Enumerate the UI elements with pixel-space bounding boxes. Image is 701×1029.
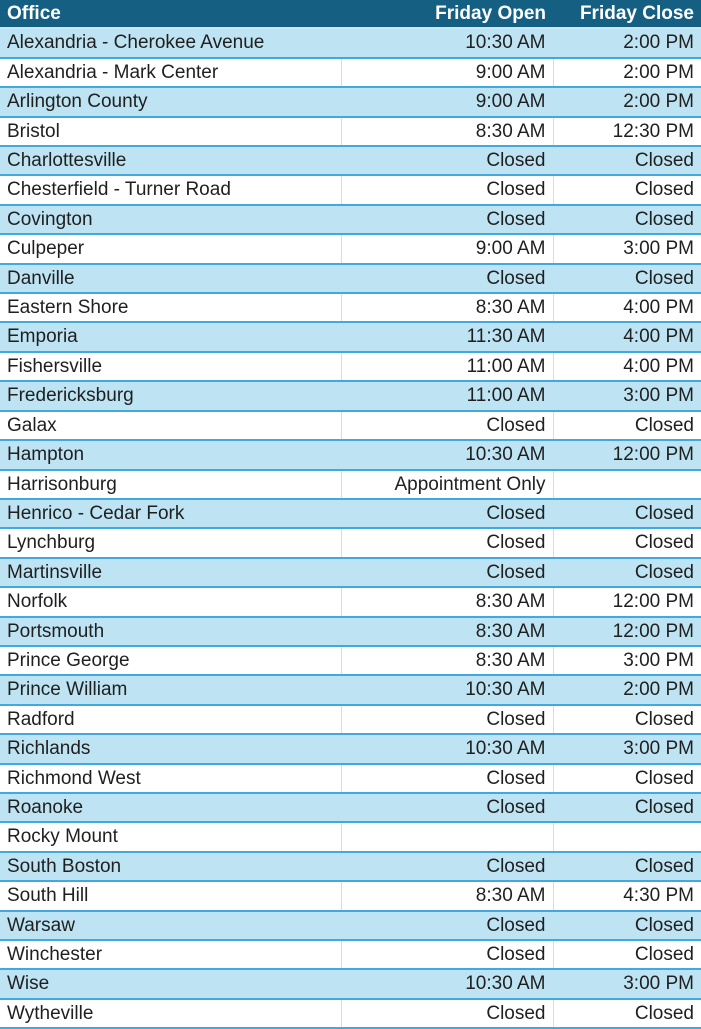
friday-close-cell: 3:00 PM xyxy=(553,234,701,263)
office-cell: Charlottesville xyxy=(0,146,341,175)
friday-open-cell: 9:00 AM xyxy=(341,87,553,116)
friday-open-cell: 11:00 AM xyxy=(341,352,553,381)
table-row xyxy=(0,764,701,793)
office-cell: Warsaw xyxy=(0,911,341,940)
friday-open-cell: Closed xyxy=(341,764,553,793)
table-row xyxy=(0,322,701,351)
table-row xyxy=(0,470,701,499)
table-row xyxy=(0,587,701,616)
office-cell: Norfolk xyxy=(0,587,341,616)
table-row xyxy=(0,352,701,381)
friday-open-cell: 8:30 AM xyxy=(341,617,553,646)
friday-close-cell: Closed xyxy=(553,175,701,204)
office-cell: South Hill xyxy=(0,881,341,910)
friday-open-cell: Closed xyxy=(341,528,553,557)
office-cell: Prince William xyxy=(0,675,341,704)
friday-open-cell: 10:30 AM xyxy=(341,734,553,763)
table-row xyxy=(0,87,701,116)
office-cell: Arlington County xyxy=(0,87,341,116)
friday-open-cell: 8:30 AM xyxy=(341,587,553,616)
table-row xyxy=(0,58,701,87)
table-row xyxy=(0,705,701,734)
table-row xyxy=(0,911,701,940)
friday-close-cell: Closed xyxy=(553,264,701,293)
friday-open-cell: 8:30 AM xyxy=(341,646,553,675)
office-cell: Hampton xyxy=(0,440,341,469)
office-cell: Prince George xyxy=(0,646,341,675)
table-row xyxy=(0,881,701,910)
friday-close-cell: Closed xyxy=(553,205,701,234)
table-row xyxy=(0,411,701,440)
friday-close-cell: Closed xyxy=(553,705,701,734)
column-header-friday-close: Friday Close xyxy=(553,0,701,28)
friday-close-cell: 12:00 PM xyxy=(553,617,701,646)
office-cell: Martinsville xyxy=(0,558,341,587)
table-row xyxy=(0,440,701,469)
friday-open-cell: 10:30 AM xyxy=(341,440,553,469)
table-row xyxy=(0,940,701,969)
table-row xyxy=(0,264,701,293)
office-cell: Covington xyxy=(0,205,341,234)
friday-close-cell xyxy=(553,470,701,499)
table-row xyxy=(0,734,701,763)
friday-close-cell: Closed xyxy=(553,558,701,587)
office-cell: Radford xyxy=(0,705,341,734)
office-cell: Danville xyxy=(0,264,341,293)
table-row xyxy=(0,558,701,587)
friday-close-cell: 3:00 PM xyxy=(553,969,701,998)
office-cell: Emporia xyxy=(0,322,341,351)
friday-close-cell: 2:00 PM xyxy=(553,87,701,116)
friday-close-cell: Closed xyxy=(553,999,701,1028)
table-row xyxy=(0,175,701,204)
office-cell: South Boston xyxy=(0,852,341,881)
friday-close-cell: 2:00 PM xyxy=(553,28,701,57)
table-row xyxy=(0,969,701,998)
friday-open-cell: 10:30 AM xyxy=(341,969,553,998)
friday-close-cell: Closed xyxy=(553,764,701,793)
friday-open-cell: 8:30 AM xyxy=(341,881,553,910)
table-row xyxy=(0,617,701,646)
friday-close-cell: Closed xyxy=(553,940,701,969)
office-cell: Lynchburg xyxy=(0,528,341,557)
friday-open-cell: Closed xyxy=(341,205,553,234)
office-cell: Henrico - Cedar Fork xyxy=(0,499,341,528)
friday-open-cell: 9:00 AM xyxy=(341,58,553,87)
office-cell: Portsmouth xyxy=(0,617,341,646)
table-row xyxy=(0,675,701,704)
friday-close-cell: Closed xyxy=(553,793,701,822)
friday-open-cell: Closed xyxy=(341,146,553,175)
friday-open-cell: Closed xyxy=(341,705,553,734)
friday-open-cell: 11:30 AM xyxy=(341,322,553,351)
table-row xyxy=(0,852,701,881)
friday-close-cell: 12:00 PM xyxy=(553,440,701,469)
friday-close-cell: Closed xyxy=(553,499,701,528)
friday-close-cell: Closed xyxy=(553,411,701,440)
friday-open-cell: Closed xyxy=(341,852,553,881)
table-row xyxy=(0,822,701,851)
table-row xyxy=(0,499,701,528)
friday-close-cell: 4:00 PM xyxy=(553,352,701,381)
friday-open-cell: Closed xyxy=(341,911,553,940)
friday-open-cell: 11:00 AM xyxy=(341,381,553,410)
friday-close-cell: Closed xyxy=(553,528,701,557)
column-header-office: Office xyxy=(0,0,341,28)
table-row xyxy=(0,28,701,57)
friday-open-cell: 9:00 AM xyxy=(341,234,553,263)
office-cell: Winchester xyxy=(0,940,341,969)
friday-open-cell: Closed xyxy=(341,175,553,204)
office-cell: Eastern Shore xyxy=(0,293,341,322)
friday-open-cell: 8:30 AM xyxy=(341,117,553,146)
friday-open-cell: 10:30 AM xyxy=(341,28,553,57)
office-cell: Wise xyxy=(0,969,341,998)
column-header-friday-open: Friday Open xyxy=(341,0,553,28)
office-cell: Chesterfield - Turner Road xyxy=(0,175,341,204)
table-header xyxy=(0,0,701,28)
friday-open-cell: 8:30 AM xyxy=(341,293,553,322)
office-cell: Culpeper xyxy=(0,234,341,263)
table-row xyxy=(0,646,701,675)
table-row xyxy=(0,146,701,175)
friday-close-cell: 2:00 PM xyxy=(553,58,701,87)
table-row xyxy=(0,381,701,410)
office-cell: Roanoke xyxy=(0,793,341,822)
friday-open-cell: Closed xyxy=(341,499,553,528)
friday-open-cell: Closed xyxy=(341,411,553,440)
friday-close-cell: 12:30 PM xyxy=(553,117,701,146)
friday-open-cell: Closed xyxy=(341,940,553,969)
office-cell: Bristol xyxy=(0,117,341,146)
friday-open-cell: Closed xyxy=(341,264,553,293)
friday-close-cell: 3:00 PM xyxy=(553,734,701,763)
friday-close-cell: Closed xyxy=(553,852,701,881)
table-row xyxy=(0,999,701,1028)
friday-open-cell: Appointment Only xyxy=(341,470,553,499)
office-cell: Rocky Mount xyxy=(0,822,341,851)
office-cell: Wytheville xyxy=(0,999,341,1028)
friday-close-cell: 4:00 PM xyxy=(553,322,701,351)
header-row xyxy=(0,0,701,28)
table-row xyxy=(0,117,701,146)
friday-close-cell xyxy=(553,822,701,851)
table-row xyxy=(0,205,701,234)
friday-open-cell: Closed xyxy=(341,793,553,822)
friday-close-cell: 12:00 PM xyxy=(553,587,701,616)
office-cell: Richmond West xyxy=(0,764,341,793)
office-cell: Fishersville xyxy=(0,352,341,381)
table-row xyxy=(0,793,701,822)
table-row xyxy=(0,293,701,322)
office-cell: Galax xyxy=(0,411,341,440)
friday-open-cell xyxy=(341,822,553,851)
friday-close-cell: 4:30 PM xyxy=(553,881,701,910)
friday-close-cell: Closed xyxy=(553,911,701,940)
friday-close-cell: 3:00 PM xyxy=(553,381,701,410)
friday-close-cell: 3:00 PM xyxy=(553,646,701,675)
office-cell: Richlands xyxy=(0,734,341,763)
friday-open-cell: Closed xyxy=(341,558,553,587)
office-cell: Alexandria - Cherokee Avenue xyxy=(0,28,341,57)
table-row xyxy=(0,528,701,557)
office-cell: Alexandria - Mark Center xyxy=(0,58,341,87)
friday-close-cell: 4:00 PM xyxy=(553,293,701,322)
office-cell: Harrisonburg xyxy=(0,470,341,499)
table-row xyxy=(0,234,701,263)
friday-open-cell: 10:30 AM xyxy=(341,675,553,704)
friday-close-cell: Closed xyxy=(553,146,701,175)
friday-close-cell: 2:00 PM xyxy=(553,675,701,704)
office-cell: Fredericksburg xyxy=(0,381,341,410)
friday-open-cell: Closed xyxy=(341,999,553,1028)
table-body xyxy=(0,28,701,1028)
